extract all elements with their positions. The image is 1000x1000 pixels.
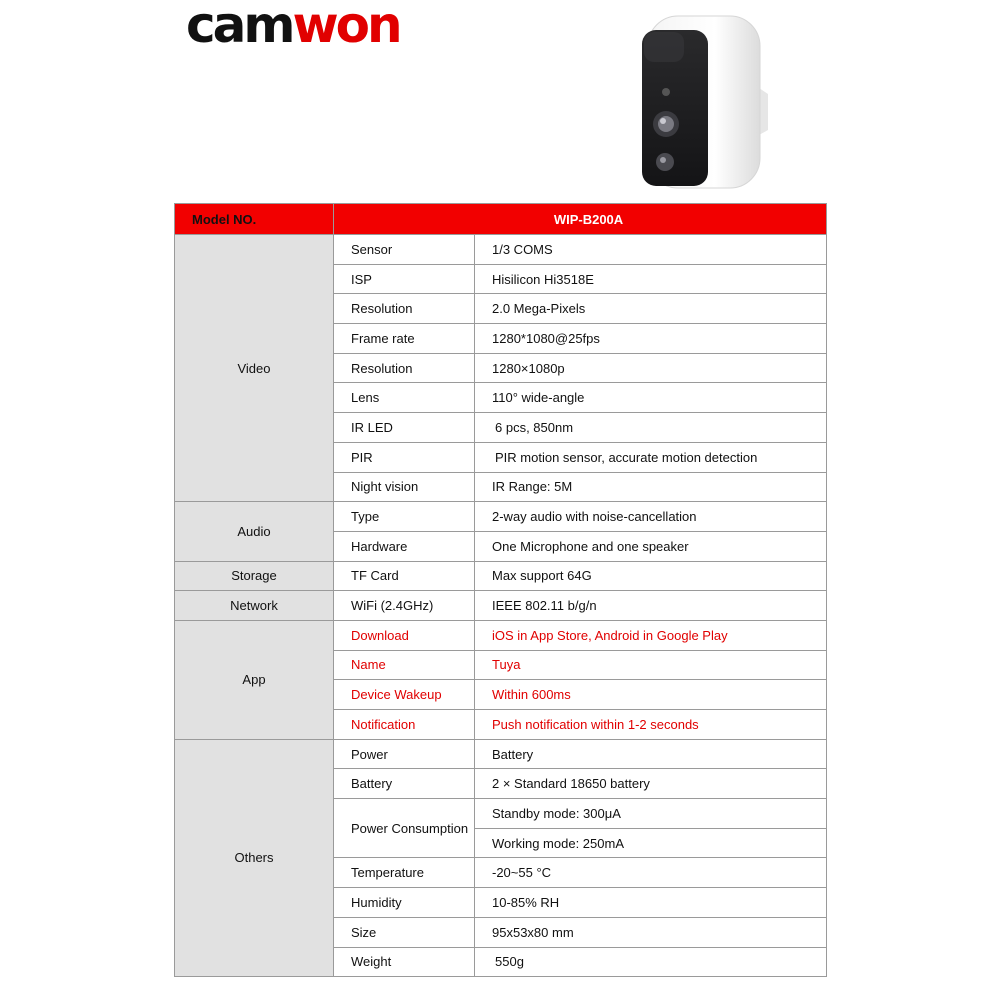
spec-name: IR LED bbox=[334, 413, 475, 443]
spec-name: WiFi (2.4GHz) bbox=[334, 591, 475, 621]
spec-name: Power Consumption bbox=[334, 799, 475, 858]
spec-value: Within 600ms bbox=[475, 680, 827, 710]
spec-value: 1280×1080p bbox=[475, 353, 827, 383]
spec-value: 1280*1080@25fps bbox=[475, 324, 827, 354]
table-row bbox=[175, 620, 827, 650]
spec-value: Working mode: 250mA bbox=[475, 828, 827, 858]
spec-name: Power bbox=[334, 739, 475, 769]
category-video: Video bbox=[175, 235, 334, 502]
spec-value: 6 pcs, 850nm bbox=[475, 413, 827, 443]
spec-name: Resolution bbox=[334, 294, 475, 324]
spec-name: Humidity bbox=[334, 888, 475, 918]
table-row bbox=[175, 739, 827, 769]
model-row bbox=[175, 204, 827, 235]
spec-value: Max support 64G bbox=[475, 561, 827, 591]
spec-value: 95x53x80 mm bbox=[475, 917, 827, 947]
category-audio: Audio bbox=[175, 502, 334, 561]
category-others: Others bbox=[175, 739, 334, 977]
spec-value: IR Range: 5M bbox=[475, 472, 827, 502]
spec-name: Resolution bbox=[334, 353, 475, 383]
spec-table bbox=[174, 203, 827, 977]
brand-logo-part1: cam bbox=[186, 0, 293, 54]
spec-name: Frame rate bbox=[334, 324, 475, 354]
spec-value: Push notification within 1-2 seconds bbox=[475, 710, 827, 740]
spec-value: IEEE 802.11 b/g/n bbox=[475, 591, 827, 621]
spec-name: Weight bbox=[334, 947, 475, 977]
spec-name: Device Wakeup bbox=[334, 680, 475, 710]
spec-value: One Microphone and one speaker bbox=[475, 531, 827, 561]
category-storage: Storage bbox=[175, 561, 334, 591]
spec-name: Battery bbox=[334, 769, 475, 799]
spec-value: Standby mode: 300μA bbox=[475, 799, 827, 829]
brand-logo bbox=[186, 0, 400, 54]
spec-value: 1/3 COMS bbox=[475, 235, 827, 265]
spec-value: -20~55 °C bbox=[475, 858, 827, 888]
brand-logo-part2: won bbox=[292, 0, 400, 54]
spec-value: Battery bbox=[475, 739, 827, 769]
category-app: App bbox=[175, 620, 334, 739]
spec-value: 2 × Standard 18650 battery bbox=[475, 769, 827, 799]
spec-name: Size bbox=[334, 917, 475, 947]
spec-name: Download bbox=[334, 620, 475, 650]
spec-name: Night vision bbox=[334, 472, 475, 502]
spec-name: Type bbox=[334, 502, 475, 532]
spec-name: TF Card bbox=[334, 561, 475, 591]
spec-value: 550g bbox=[475, 947, 827, 977]
spec-value: PIR motion sensor, accurate motion detection bbox=[475, 442, 827, 472]
model-value: WIP-B200A bbox=[334, 204, 827, 235]
spec-value: Tuya bbox=[475, 650, 827, 680]
spec-name: Name bbox=[334, 650, 475, 680]
spec-name: Lens bbox=[334, 383, 475, 413]
table-row bbox=[175, 502, 827, 532]
camera-product-image bbox=[632, 12, 772, 194]
table-row bbox=[175, 591, 827, 621]
model-label: Model NO. bbox=[175, 204, 334, 235]
spec-name: Notification bbox=[334, 710, 475, 740]
category-network: Network bbox=[175, 591, 334, 621]
spec-value: 110° wide-angle bbox=[475, 383, 827, 413]
spec-value: iOS in App Store, Android in Google Play bbox=[475, 620, 827, 650]
spec-name: Sensor bbox=[334, 235, 475, 265]
spec-value: 10-85% RH bbox=[475, 888, 827, 918]
spec-value: Hisilicon Hi3518E bbox=[475, 264, 827, 294]
spec-name: ISP bbox=[334, 264, 475, 294]
spec-name: Temperature bbox=[334, 858, 475, 888]
spec-value: 2.0 Mega-Pixels bbox=[475, 294, 827, 324]
spec-name: PIR bbox=[334, 442, 475, 472]
spec-value: 2-way audio with noise-cancellation bbox=[475, 502, 827, 532]
spec-name: Hardware bbox=[334, 531, 475, 561]
table-row bbox=[175, 235, 827, 265]
table-row bbox=[175, 561, 827, 591]
